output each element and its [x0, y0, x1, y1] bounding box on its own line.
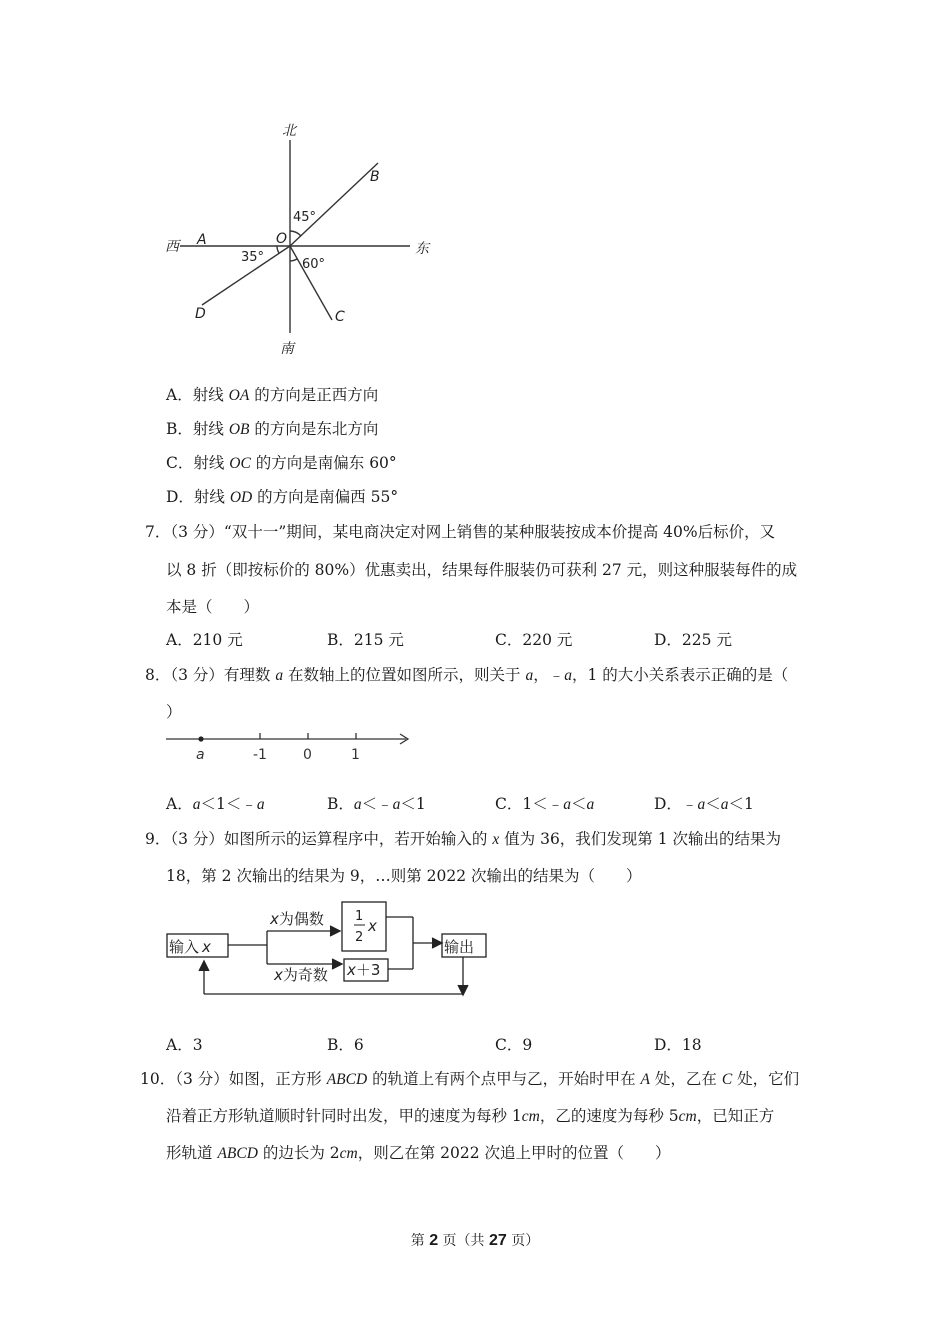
- angle-arc-60: [290, 259, 297, 261]
- label-east: 东: [415, 241, 429, 257]
- even-label: x为偶数: [270, 910, 324, 928]
- q9-option-a: A．3: [166, 1036, 203, 1054]
- q7-line-2: 以 8 折（即按标价的 80%）优惠卖出，结果每件服装仍可获利 27 元，则这种服装每件的成: [166, 561, 798, 579]
- ray-ob: [290, 163, 378, 246]
- output-label: 输出: [444, 938, 475, 956]
- compass-diagram: [160, 115, 450, 365]
- odd-label: x为奇数: [274, 966, 328, 984]
- q10-line-2: 沿着正方形轨道顺时针同时出发，甲的速度为每秒 1cm，乙的速度为每秒 5cm，已知正方: [166, 1107, 775, 1125]
- q9-line-2: 18，第 2 次输出的结果为 9，…则第 2022 次输出的结果为（ ）: [166, 867, 642, 885]
- q7-option-d: D．225 元: [654, 631, 732, 649]
- q8-line-1: 8．（3 分）有理数 a 在数轴上的位置如图所示，则关于 a，﹣a，1 的大小关系表示正确的是（: [145, 666, 789, 684]
- angle-35-label: 35°: [241, 250, 265, 265]
- number-line: [160, 725, 420, 770]
- q8-option-b: B．a＜﹣a＜1: [327, 795, 426, 813]
- q6-option-a: A．射线 OA 的方向是正西方向: [166, 386, 379, 404]
- tick-label-1: 1: [351, 747, 360, 763]
- label-d: D: [195, 306, 206, 322]
- input-label: 输入 x: [169, 938, 211, 956]
- q9-option-d: D．18: [654, 1036, 702, 1054]
- q10-line-1: 10．（3 分）如图，正方形 ABCD 的轨道上有两个点甲与乙，开始时甲在 A 处，乙在 C 处，它们: [140, 1070, 800, 1088]
- q10-line-3: 形轨道 ABCD 的边长为 2cm，则乙在第 2022 次追上甲时的位置（ ）: [166, 1144, 671, 1162]
- label-south: 南: [280, 341, 294, 357]
- q8-line-2: ）: [166, 703, 182, 721]
- q7-option-c: C．220 元: [495, 631, 573, 649]
- q8-option-d: D．﹣a＜a＜1: [654, 795, 754, 813]
- q8-option-a: A．a＜1＜﹣a: [166, 795, 265, 813]
- q7-option-a: A．210 元: [166, 631, 243, 649]
- q9-option-c: C．9: [495, 1036, 533, 1054]
- q7-line-1: 7．（3 分）“双十一”期间，某电商决定对网上销售的某种服装按成本价提高 40%后标价，又: [145, 523, 776, 541]
- q6-option-d: D．射线 OD 的方向是南偏西 55°: [166, 488, 399, 506]
- label-b: B: [370, 169, 380, 185]
- q9-option-b: B．6: [327, 1036, 364, 1054]
- q6-option-c: C．射线 OC 的方向是南偏东 60°: [166, 454, 397, 472]
- point-a: [198, 736, 203, 741]
- label-north: 北: [282, 123, 296, 139]
- half-denominator: 2: [355, 930, 364, 945]
- angle-60-label: 60°: [302, 257, 326, 272]
- q9-line-1: 9．（3 分）如图所示的运算程序中，若开始输入的 x 值为 36，我们发现第 1 次输出的结果为: [145, 830, 782, 848]
- page-number: 2: [429, 1232, 439, 1249]
- angle-arc-45: [290, 231, 301, 236]
- angle-45-label: 45°: [293, 210, 317, 225]
- page-total: 27: [489, 1232, 507, 1249]
- page-footer: 第 2 页（共 27 页）: [410, 1232, 540, 1249]
- tick-label-0: 0: [303, 747, 312, 763]
- half-numerator: 1: [355, 909, 364, 924]
- angle-arc-35: [277, 246, 279, 253]
- label-o: O: [276, 231, 288, 247]
- half-var: x: [368, 917, 377, 935]
- q8-option-c: C．1＜﹣a＜a: [495, 795, 595, 813]
- plus-label: x＋3: [347, 961, 381, 979]
- tick-label-neg1: -1: [253, 747, 267, 763]
- flowchart-diagram: [160, 895, 500, 1010]
- label-west: 西: [165, 239, 179, 255]
- q7-option-b: B．215 元: [327, 631, 404, 649]
- label-c: C: [335, 309, 345, 325]
- q7-line-3: 本是（ ）: [166, 598, 260, 616]
- q6-option-b: B．射线 OB 的方向是东北方向: [166, 420, 379, 438]
- half-box: [342, 902, 386, 951]
- label-a: A: [197, 232, 207, 248]
- numberline-label-a: a: [196, 747, 205, 763]
